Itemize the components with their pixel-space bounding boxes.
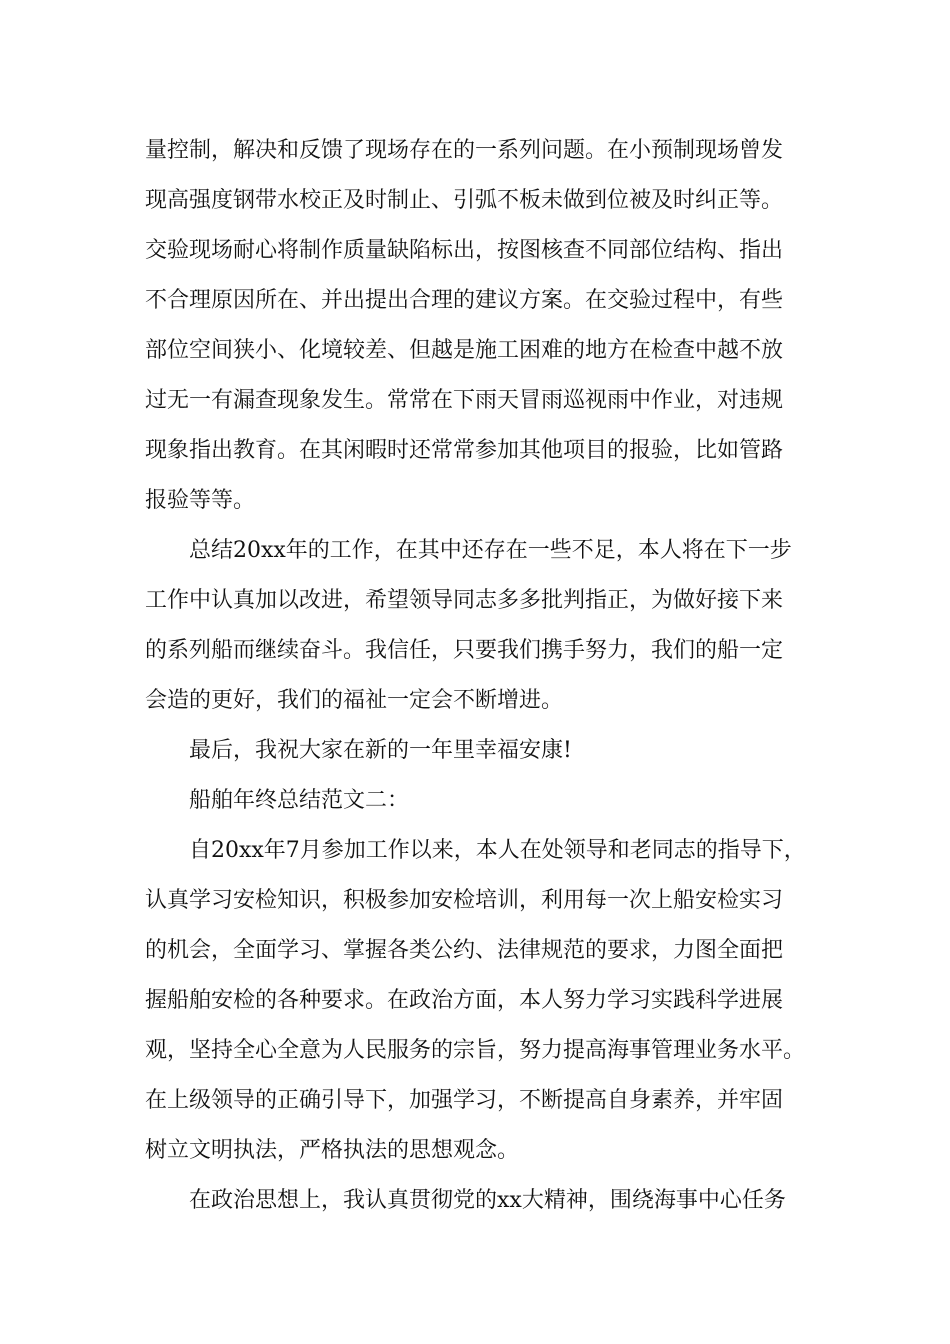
text-line: 交验现场耐心将制作质量缺陷标出，按图核查不同部位结构、指出 [145,238,784,263]
text-line: 现象指出教育。在其闲暇时还常常参加其他项目的报验，比如管路 [145,438,784,463]
section-heading: 船舶年终总结范文二： [189,788,410,813]
text-line: 现高强度钢带水校正及时制止、引弧不板未做到位被及时纠正等。 [145,188,784,213]
text-line: 观，坚持全心全意为人民服务的宗旨，努力提高海事管理业务水平。 [145,1038,806,1063]
text-line: 不合理原因所在、并出提出合理的建议方案。在交验过程中，有些 [145,288,784,313]
paragraph-start-line: 总结20xx年的工作，在其中还存在一些不足，本人将在下一步 [189,538,792,563]
text-line: 树立文明执法，严格执法的思想观念。 [145,1138,520,1163]
paragraph-start-line: 自20xx年7月参加工作以来，本人在处领导和老同志的指导下， [189,838,806,863]
text-line: 的机会，全面学习、掌握各类公约、法律规范的要求，力图全面把 [145,938,784,963]
text-line: 的系列船而继续奋斗。我信任，只要我们携手努力，我们的船一定 [145,638,784,663]
text-line: 握船舶安检的各种要求。在政治方面，本人努力学习实践科学进展 [145,988,784,1013]
text-line: 会造的更好，我们的福祉一定会不断增进。 [145,688,564,713]
text-line: 认真学习安检知识，积极参加安检培训，利用每一次上船安检实习 [145,888,784,913]
text-line: 在上级领导的正确引导下，加强学习，不断提高自身素养，并牢固 [145,1088,784,1113]
closing-remark: 最后，我祝大家在新的一年里幸福安康! [189,738,572,763]
text-line: 工作中认真加以改进，希望领导同志多多批判指正，为做好接下来 [145,588,784,613]
text-line: 报验等等。 [145,488,256,513]
text-line: 过无一有漏查现象发生。常常在下雨天冒雨巡视雨中作业，对违规 [145,388,784,413]
text-line: 部位空间狭小、化境较差、但越是施工困难的地方在检查中越不放 [145,338,784,363]
paragraph-start-line: 在政治思想上，我认真贯彻党的xx大精神，围绕海事中心任务 [189,1188,786,1213]
text-line: 量控制，解决和反馈了现场存在的一系列问题。在小预制现场曾发 [145,138,784,163]
